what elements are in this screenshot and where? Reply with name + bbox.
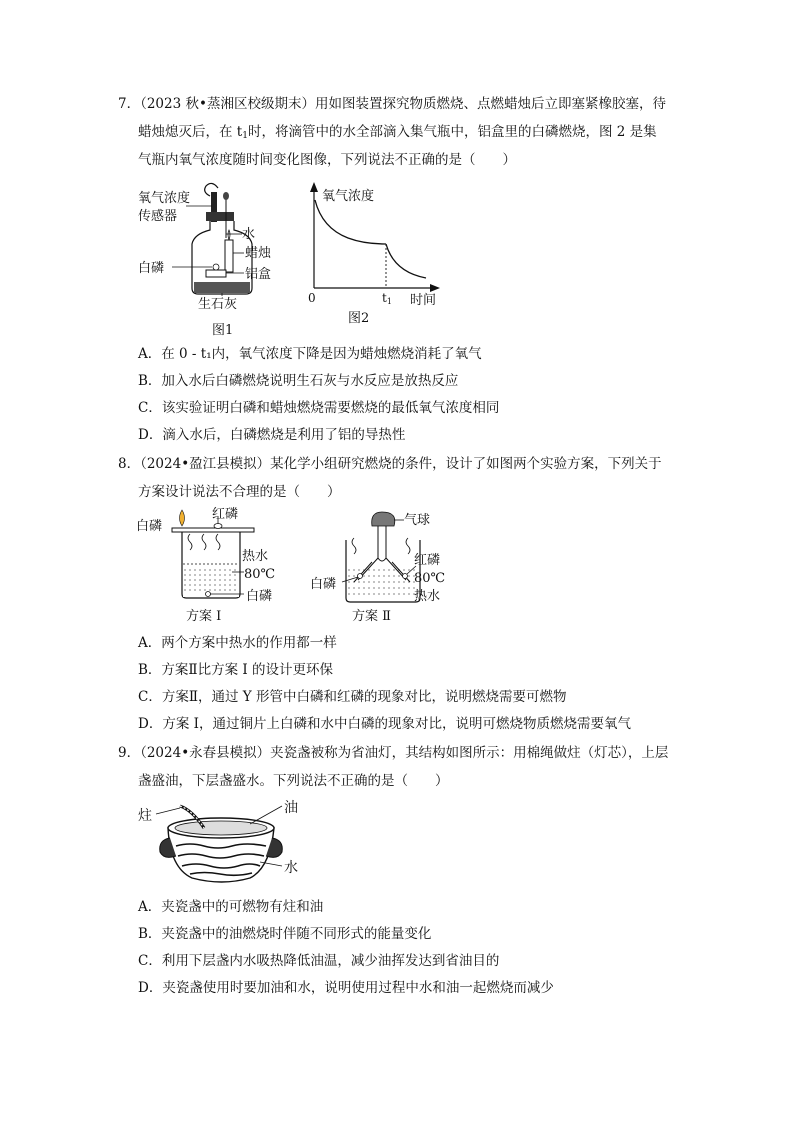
q8-option-a[interactable]: A．两个方案中热水的作用都一样: [138, 635, 337, 651]
q9-option-b[interactable]: B．夹瓷盏中的油燃烧时伴随不同形式的能量变化: [138, 926, 432, 942]
q8-plan1-caption: 方案 I: [186, 609, 222, 624]
q8-option-b[interactable]: B．方案Ⅱ比方案 I 的设计更环保: [138, 662, 334, 678]
q9-option-d[interactable]: D．夹瓷盏使用时要加油和水，说明使用过程中水和油一起燃烧而减少: [138, 980, 554, 996]
q7-figure1-apparatus: [132, 178, 292, 343]
q7-figure2-graph: [298, 178, 448, 328]
q7-fig2-t-label: t1: [382, 291, 392, 306]
q7-fig1-label-water: 水: [242, 227, 256, 242]
q8-plan2-label-white-p: 白磷: [310, 577, 337, 592]
q8-plan1-label-white-p-bottom: 白磷: [246, 589, 273, 604]
q7-fig1-label-lime: 生石灰: [198, 297, 238, 312]
q7-fig1-label-sensor-2: 传感器: [138, 209, 178, 224]
q7-fig2-caption: 图2: [348, 311, 370, 326]
q7-option-b[interactable]: B．加入水后白磷燃烧说明生石灰与水反应是放热反应: [138, 373, 459, 389]
q7-stem-line2: 蜡烛熄灭后，在 $t_1$时，将滴管中的水全部滴入集气瓶中，铝盒里的白磷燃烧，图 2 是集: [138, 124, 657, 141]
q8-plan2-label-temp: 80℃: [414, 571, 446, 586]
q7-option-a[interactable]: A．在 0 - t₁内，氧气浓度下降是因为蜡烛燃烧消耗了氧气: [138, 346, 482, 362]
q9-fig-label-oil: 油: [284, 800, 298, 816]
q7-fig1-label-sensor-1: 氧气浓度: [138, 191, 191, 206]
q7-option-d[interactable]: D．滴入水后，白磷燃烧是利用了铝的导热性: [138, 427, 406, 443]
q7-fig1-label-phosphorus: 白磷: [138, 261, 165, 276]
q7-stem-line1: 7．（2023 秋•蒸湘区校级期末）用如图装置探究物质燃烧、点燃蜡烛后立即塞紧橡胶塞，待: [118, 96, 666, 112]
q8-plan1-label-temp: 80℃: [244, 567, 276, 582]
q9-option-a[interactable]: A．夹瓷盏中的可燃物有炷和油: [138, 899, 324, 915]
q8-plan1-label-white-p: 白磷: [136, 519, 163, 534]
q8-option-d[interactable]: D．方案 I，通过铜片上白磷和水中白磷的现象对比，说明可燃烧物质燃烧需要氧气: [138, 716, 631, 732]
q9-fig-label-water: 水: [284, 860, 298, 876]
q7-fig2-xlabel: 时间: [410, 293, 437, 308]
q8-plan1-label-hot-water: 热水: [242, 549, 269, 564]
q9-stem-line2: 盏盛油，下层盏盛水。下列说法不正确的是（ ）: [138, 773, 449, 789]
q8-figure-plan1: [132, 506, 292, 626]
q7-fig2-ylabel: 氧气浓度: [322, 189, 375, 204]
q7-fig1-caption: 图1: [212, 323, 234, 338]
q8-stem-line2: 方案设计说法不合理的是（ ）: [138, 484, 341, 500]
q8-plan2-label-balloon: 气球: [404, 513, 431, 528]
q7-fig1-label-al-box: 铝盒: [245, 267, 272, 282]
q8-plan1-label-red-p: 红磷: [212, 507, 239, 522]
q7-option-c[interactable]: C．该实验证明白磷和蜡烛燃烧需要燃烧的最低氧气浓度相同: [138, 400, 500, 416]
q9-stem-line1: 9．（2024•永春县模拟）夹瓷盏被称为省油灯，其结构如图所示：用棉绳做炷（灯芯），上层: [118, 745, 669, 761]
q8-stem-line1: 8．（2024•盈江县模拟）某化学小组研究燃烧的条件，设计了如图两个实验方案，下列关于: [118, 456, 662, 472]
q8-option-c[interactable]: C．方案Ⅱ，通过 Y 形管中白磷和红磷的现象对比，说明燃烧需要可燃物: [138, 689, 567, 705]
q7-fig2-origin: 0: [308, 291, 316, 305]
q9-figure-lamp: [132, 796, 312, 886]
q8-plan2-label-hot-water: 热水: [414, 589, 441, 604]
q7-fig1-label-candle: 蜡烛: [245, 246, 272, 261]
q7-stem-line3: 气瓶内氧气浓度随时间变化图像，下列说法不正确的是（ ）: [138, 152, 516, 168]
q8-plan2-caption: 方案 Ⅱ: [352, 609, 391, 624]
q8-figure-plan2: [308, 506, 458, 626]
q9-fig-label-wick: 炷: [138, 808, 152, 824]
q9-option-c[interactable]: C．利用下层盏内水吸热降低油温，减少油挥发达到省油目的: [138, 953, 500, 969]
q8-plan2-label-red-p: 红磷: [414, 553, 441, 568]
